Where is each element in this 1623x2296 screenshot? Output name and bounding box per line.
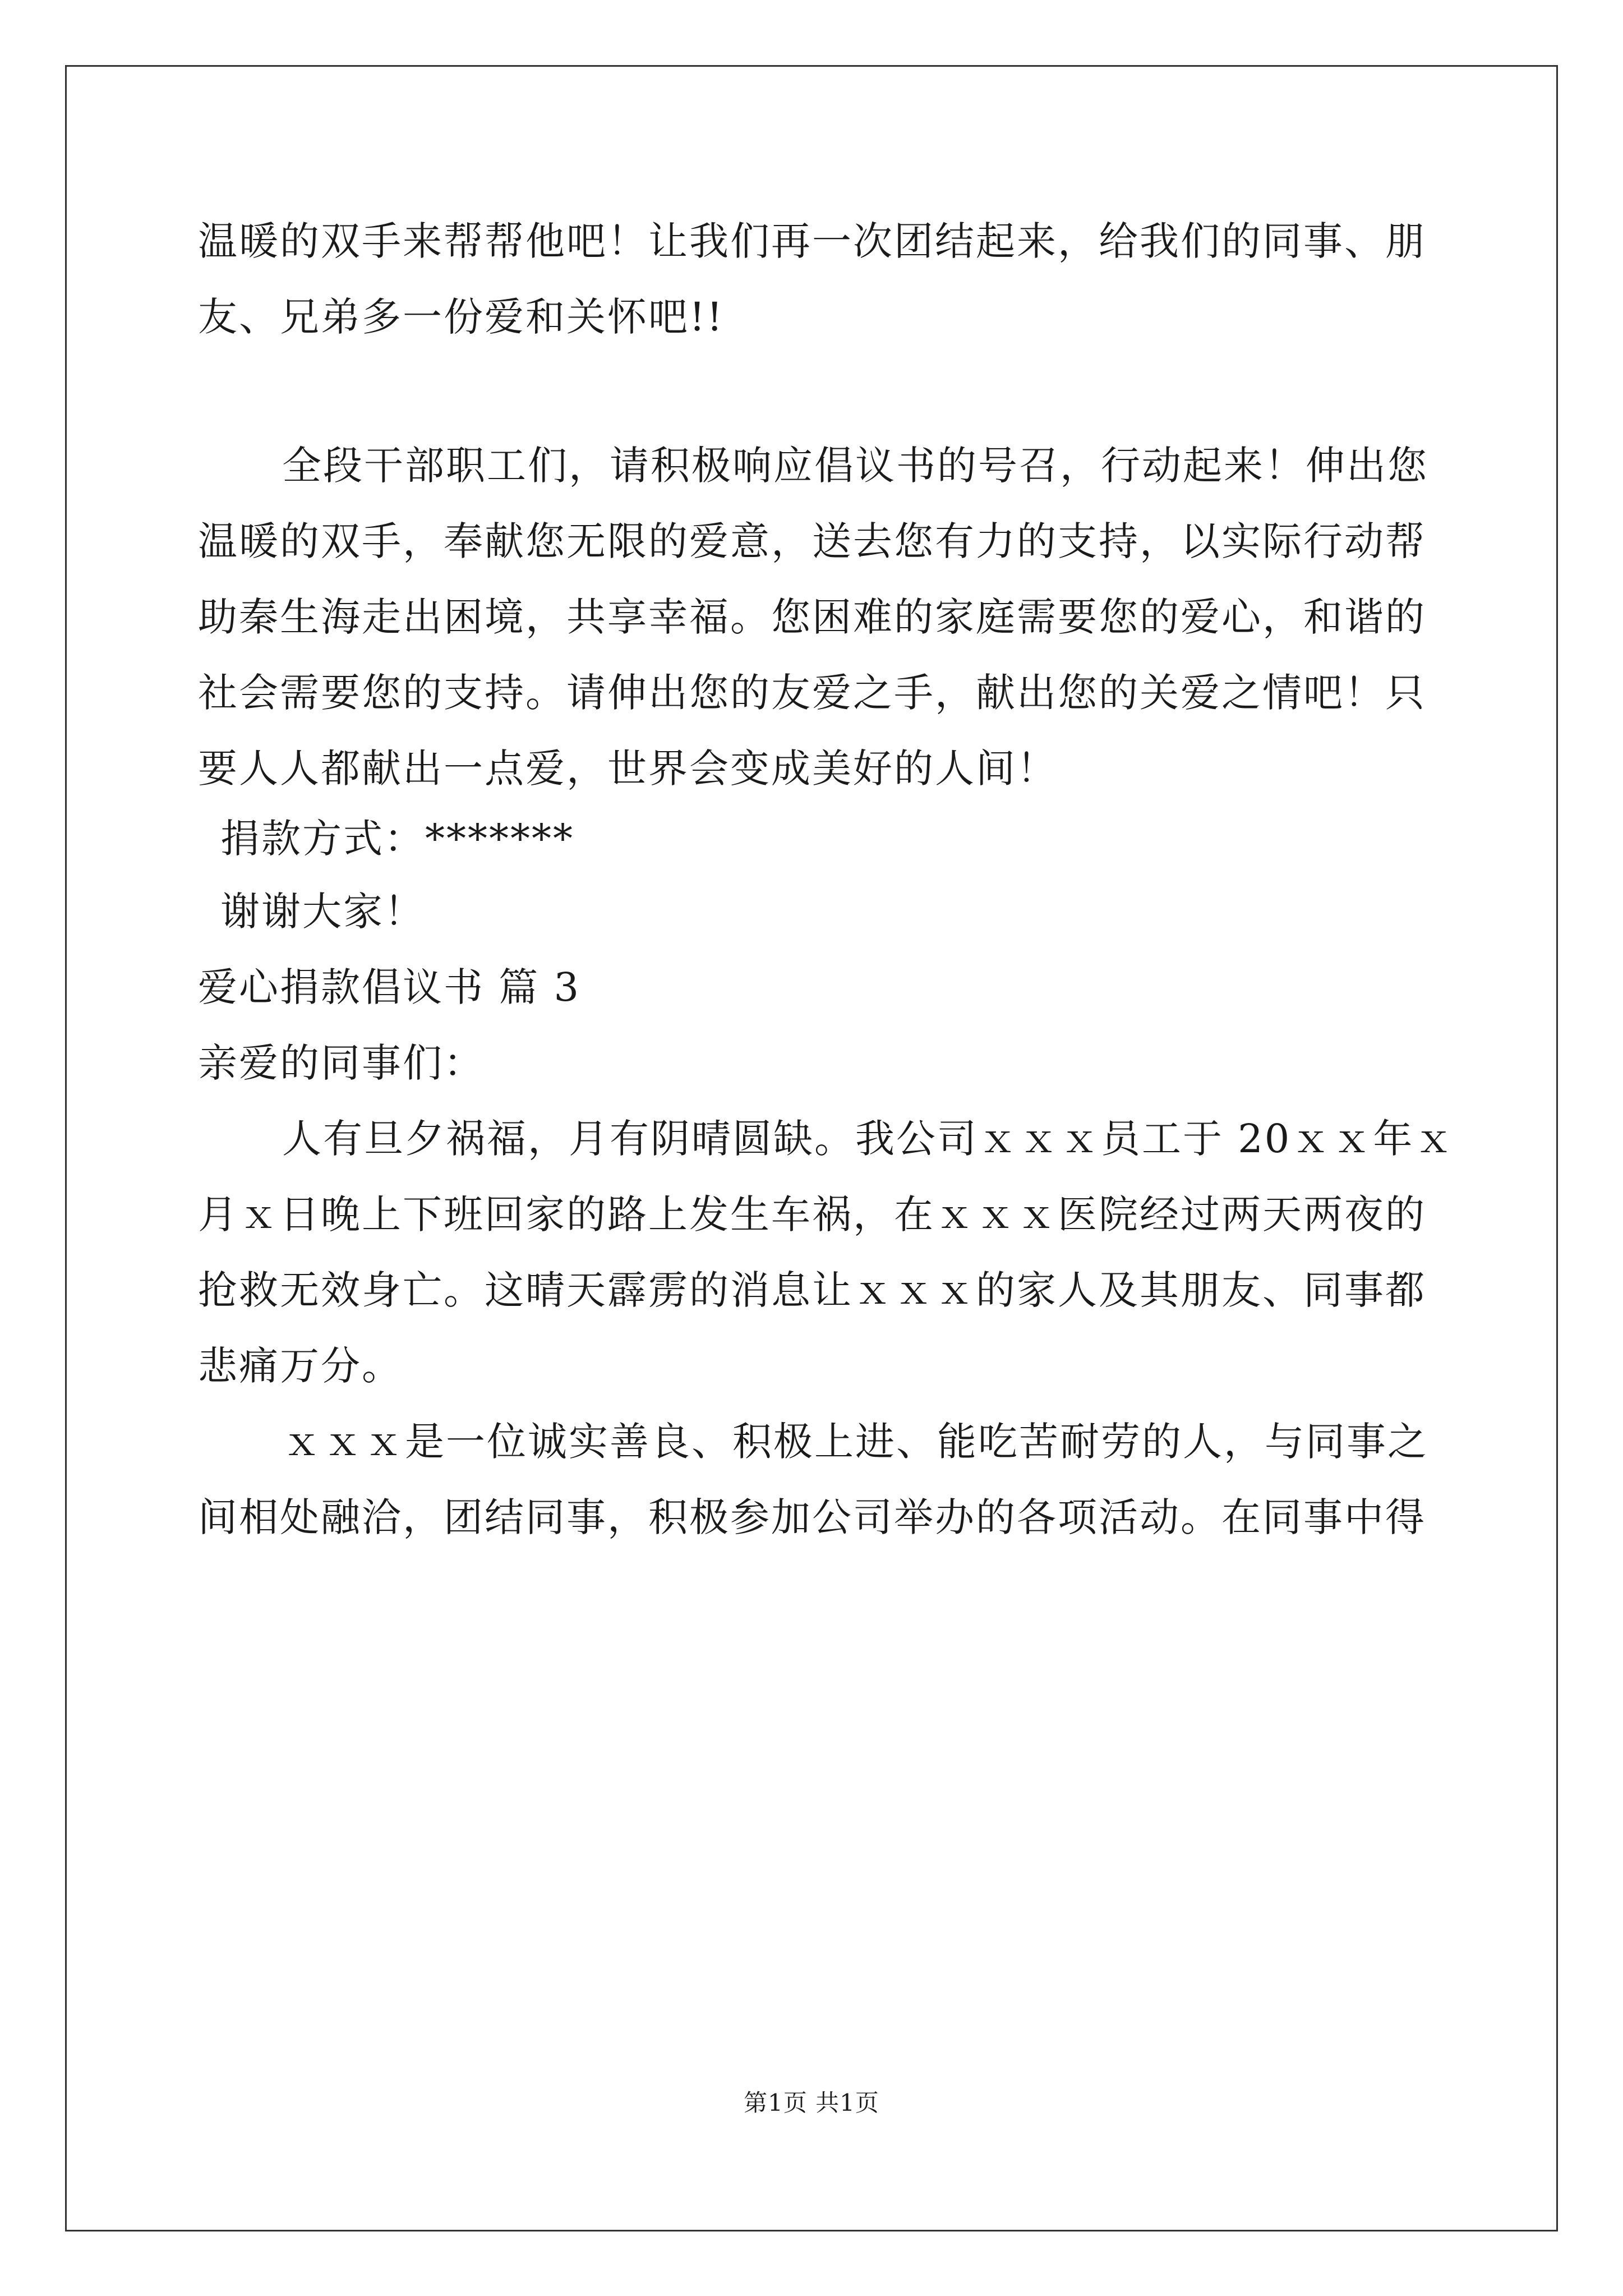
- text-line: 温暖的双手，奉献您无限的爱意，送去您有力的支持，以实际行动帮: [198, 518, 1426, 564]
- salutation: 亲爱的同事们：: [198, 1040, 485, 1086]
- text-line: 社会需要您的支持。请伸出您的友爱之手，献出您的关爱之情吧！只: [198, 670, 1426, 716]
- text-line: 温暖的双手来帮帮他吧！让我们再一次团结起来，给我们的同事、朋: [198, 218, 1426, 264]
- donation-method: 捐款方式：*******: [220, 816, 574, 862]
- text-line: 全段干部职工们，请积极响应倡议书的号召，行动起来！伸出您: [282, 443, 1428, 489]
- text-line: 友、兄弟多一份爱和关怀吧!!: [198, 294, 725, 340]
- page-footer: 第1页 共1页: [744, 2089, 879, 2116]
- text-line: 抢救无效身亡。这晴天霹雳的消息让ｘｘｘ的家人及其朋友、同事都: [198, 1267, 1426, 1313]
- text-line: 助秦生海走出困境，共享幸福。您困难的家庭需要您的爱心，和谐的: [198, 594, 1426, 640]
- text-line: ｘｘｘ是一位诚实善良、积极上进、能吃苦耐劳的人，与同事之: [282, 1419, 1428, 1465]
- text-line: 悲痛万分。: [198, 1343, 403, 1389]
- text-line: 月ｘ日晚上下班回家的路上发生车祸，在ｘｘｘ医院经过两天两夜的: [198, 1191, 1426, 1237]
- section-heading: 爱心捐款倡议书 篇 3: [198, 964, 581, 1010]
- text-line: 间相处融洽，团结同事，积极参加公司举办的各项活动。在同事中得: [198, 1494, 1426, 1540]
- text-line: 人有旦夕祸福，月有阴晴圆缺。我公司ｘｘｘ员工于 20ｘｘ年ｘ: [282, 1116, 1455, 1162]
- text-line: 要人人都献出一点爱，世界会变成美好的人间！: [198, 746, 1058, 792]
- thanks-line: 谢谢大家！: [220, 889, 425, 935]
